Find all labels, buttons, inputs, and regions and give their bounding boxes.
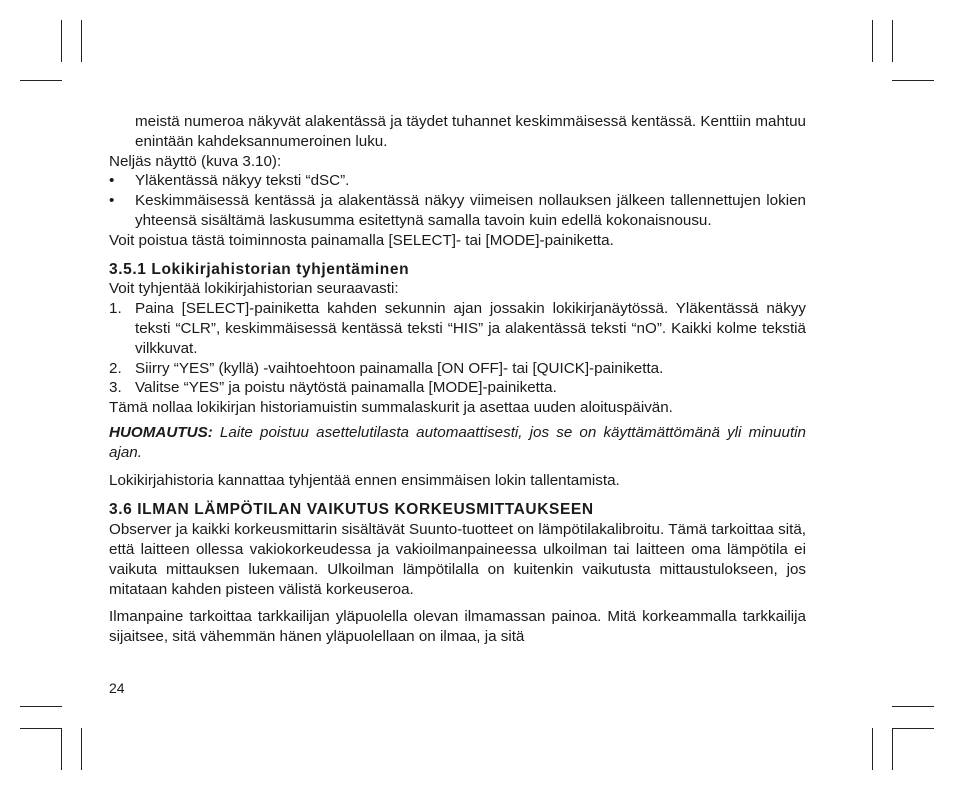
- page-content: [109, 112, 806, 647]
- page-number: 24: [109, 680, 125, 696]
- step-number: 3.: [109, 379, 122, 397]
- paragraph: Ilmanpaine tarkoittaa tarkkailijan yläpuolella olevan ilmamassan painoa. Mitä korkeammalla tarkkailija sijaitsee, sitä vähemmän hänen yläpuolellaan on ilmaa, ja sitä: [109, 608, 806, 646]
- crop-mark: [20, 706, 62, 707]
- section-lead: Voit tyhjentää lokikirjahistorian seuraavasti:: [109, 280, 399, 298]
- section-heading: 3.5.1 Lokikirjahistorian tyhjentäminen: [109, 260, 410, 278]
- fourth-display-text: Neljäs näyttö (kuva 3.10):: [109, 152, 282, 170]
- section-heading: 3.6 ILMAN LÄMPÖTILAN VAIKUTUS KORKEUSMITTAUKSEEN: [109, 501, 594, 519]
- crop-mark: [81, 20, 82, 62]
- crop-mark: [20, 728, 62, 729]
- bullet-marker: •: [109, 192, 115, 210]
- reset-description: Tämä nollaa lokikirjan historiamuistin summalaskurit ja asettaa uuden aloituspäivän.: [109, 399, 673, 417]
- step-item: [109, 299, 806, 358]
- step-item: [109, 359, 806, 379]
- crop-mark: [81, 728, 82, 770]
- crop-mark: [61, 728, 62, 770]
- crop-mark: [892, 80, 934, 81]
- note: [109, 423, 806, 463]
- crop-mark: [61, 20, 62, 62]
- step-number: 2.: [109, 359, 122, 377]
- note-text: Laite poistuu asettelutilasta automaattisesti, jos se on käyttämättömänä yli minuutin ajan.: [109, 423, 806, 461]
- step-text: Siirry “YES” (kyllä) -vaihtoehtoon painamalla [ON OFF]- tai [QUICK]-painiketta.: [135, 359, 664, 377]
- crop-mark: [892, 706, 934, 707]
- note-label: HUOMAUTUS:: [109, 423, 213, 441]
- step-number: 1.: [109, 300, 122, 318]
- step-item: [109, 378, 806, 398]
- crop-mark: [872, 728, 873, 770]
- step-text: Paina [SELECT]-painiketta kahden sekunnin ajan jossakin lokikirjanäytössä. Yläkentässä näkyy teksti “CLR”, keskimmäisessä kentässä teksti “HIS” ja alakentässä teksti “nO”. Kaikki kolme tekstiä vilkkuvat.: [135, 300, 806, 357]
- bullet-text: Yläkentässä näkyy teksti “dSC”.: [135, 172, 350, 190]
- crop-mark: [892, 728, 893, 770]
- bullet-text: Keskimmäisessä kentässä ja alakentässä näkyy viimeisen nollauksen jälkeen tallennettujen lokien yhteensä sisältämä laskusumma esitettynä samalla tavoin kuin edellä kokonaisnousu.: [135, 192, 806, 229]
- exit-instruction: Voit poistua tästä toiminnosta painamalla [SELECT]- tai [MODE]-painiketta.: [109, 231, 614, 249]
- recommendation: Lokikirjahistoria kannattaa tyhjentää ennen ensimmäisen lokin tallentamista.: [109, 471, 620, 489]
- paragraph: Observer ja kaikki korkeusmittarin sisältävät Suunto-tuotteet on lämpötilakalibroitu. Tämä tarkoittaa sitä, että laitteen ollessa vakiokorkeudessa ja vakioilmanpaineessa ulkoilman tai laitteen oma lämpötila ei vaikuta mittauksen lukemaan. Ulkoilman lämpötilalla on kuitenkin vaikutusta mittaustulokseen, jos mitataan kahden pisteen välistä korkeuseroa.: [109, 521, 806, 598]
- bullet-item: [109, 171, 806, 191]
- crop-mark: [892, 20, 893, 62]
- bullet-marker: •: [109, 172, 115, 190]
- intro-continuation: meistä numeroa näkyvät alakentässä ja täydet tuhannet keskimmäisessä kentässä. Kenttiin mahtuu enintään kahdeksannumeroinen luku.: [135, 113, 806, 150]
- step-text: Valitse “YES” ja poistu näytöstä painamalla [MODE]-painiketta.: [135, 379, 557, 397]
- crop-mark: [20, 80, 62, 81]
- bullet-item: [109, 191, 806, 231]
- crop-mark: [872, 20, 873, 62]
- crop-mark: [892, 728, 934, 729]
